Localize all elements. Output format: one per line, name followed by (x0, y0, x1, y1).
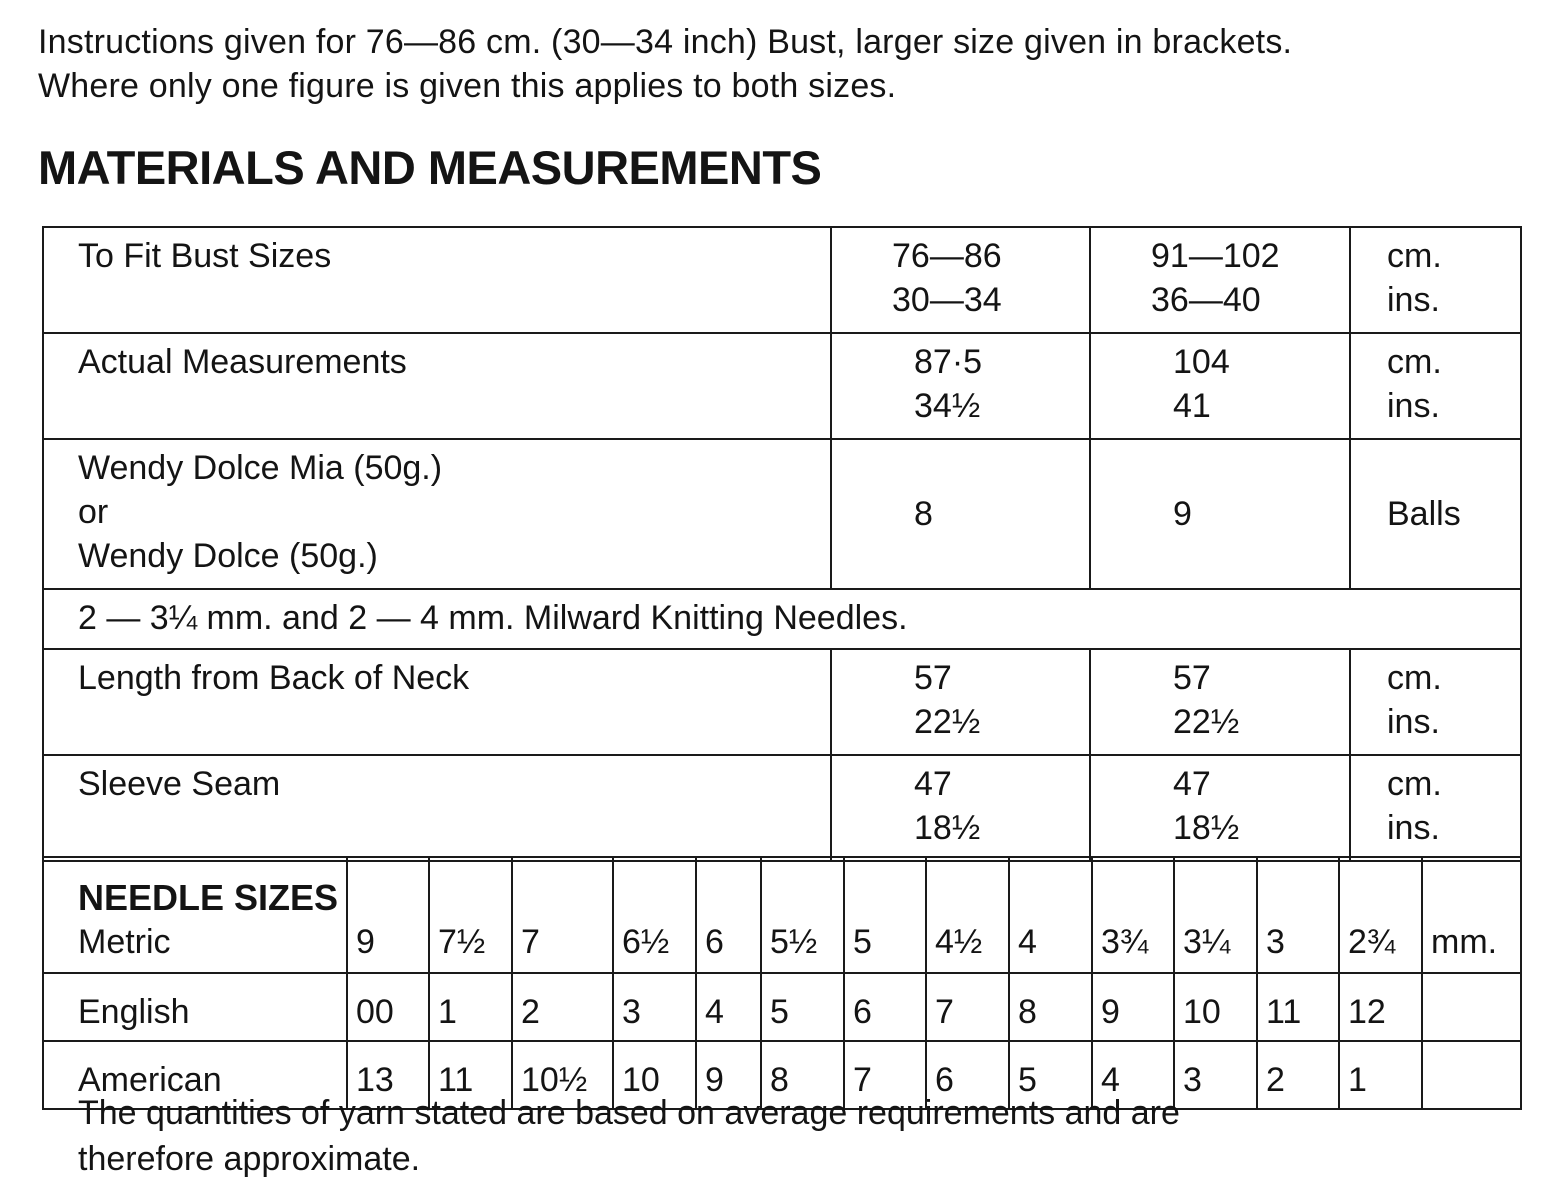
intro-line-1: Instructions given for 76—86 cm. (30—34 inch) Bust, larger size given in brackets. (38, 23, 1293, 61)
metric-label-cell (43, 857, 347, 973)
actual-large-cm: 104 (1173, 343, 1230, 381)
american-cell: 11 (429, 1041, 512, 1109)
row-sleeve (43, 755, 1521, 861)
empty-cell (1422, 973, 1521, 1041)
american-cell: 5 (1009, 1041, 1092, 1109)
sleeve-units (1350, 755, 1521, 861)
footnote-line-2: therefore approximate. (78, 1140, 421, 1178)
bust-small-cm: 76—86 (892, 237, 1002, 275)
unit-ins: ins. (1387, 809, 1440, 847)
actual-large-ins: 41 (1173, 387, 1211, 425)
row-bust-sizes (43, 227, 1521, 333)
american-cell: 6 (926, 1041, 1009, 1109)
needles-text: 2 — 3¼ mm. and 2 — 4 mm. Milward Knitting Needles. (43, 589, 1521, 649)
sleeve-small (831, 755, 1090, 861)
bust-large-cm: 91—102 (1151, 237, 1280, 275)
american-cell: 4 (1092, 1041, 1174, 1109)
metric-cell: 4 (1009, 857, 1092, 973)
needle-sizes-table (42, 856, 1522, 1110)
yarn-label (43, 439, 831, 589)
yarn-name-1: Wendy Dolce Mia (50g.) (78, 449, 443, 487)
english-cell: 12 (1339, 973, 1422, 1041)
american-cell: 3 (1174, 1041, 1257, 1109)
intro-line-2: Where only one figure is given this applies to both sizes. (38, 67, 897, 105)
bust-small (831, 227, 1090, 333)
yarn-small: 8 (831, 439, 1090, 589)
american-cell: 2 (1257, 1041, 1339, 1109)
bust-large-ins: 36—40 (1151, 281, 1261, 319)
row-needles (43, 589, 1521, 649)
yarn-or: or (78, 493, 109, 531)
american-label: American (43, 1041, 347, 1109)
english-label: English (43, 973, 347, 1041)
american-cell: 1 (1339, 1041, 1422, 1109)
metric-cell: 3 (1257, 857, 1339, 973)
metric-cell: 3¾ (1092, 857, 1174, 973)
length-large-ins: 22½ (1173, 703, 1240, 741)
actual-large (1090, 333, 1350, 439)
actual-label: Actual Measurements (43, 333, 831, 439)
unit-cm: cm. (1387, 237, 1442, 275)
footnote (78, 1090, 1498, 1182)
metric-cell: 5½ (761, 857, 844, 973)
metric-cell: 3¼ (1174, 857, 1257, 973)
sleeve-label: Sleeve Seam (43, 755, 831, 861)
metric-label: Metric (78, 923, 171, 961)
sleeve-large-ins: 18½ (1173, 809, 1240, 847)
english-cell: 10 (1174, 973, 1257, 1041)
row-yarn (43, 439, 1521, 589)
sleeve-large-cm: 47 (1173, 765, 1211, 803)
length-small (831, 649, 1090, 755)
english-cell: 5 (761, 973, 844, 1041)
intro-text (38, 20, 1518, 108)
english-cell: 1 (429, 973, 512, 1041)
yarn-large: 9 (1090, 439, 1350, 589)
metric-cell: 2¾ (1339, 857, 1422, 973)
english-cell: 9 (1092, 973, 1174, 1041)
sleeve-large (1090, 755, 1350, 861)
needle-sizes-title: NEEDLE SIZES (78, 877, 339, 918)
american-cell: 10 (613, 1041, 696, 1109)
english-cell: 2 (512, 973, 613, 1041)
actual-small-ins: 34½ (914, 387, 981, 425)
english-cell: 6 (844, 973, 926, 1041)
american-cell: 9 (696, 1041, 761, 1109)
american-cell: 13 (347, 1041, 429, 1109)
length-large (1090, 649, 1350, 755)
unit-ins: ins. (1387, 703, 1440, 741)
footnote-line-1: The quantities of yarn stated are based on average requirements and are (78, 1094, 1180, 1132)
metric-unit: mm. (1422, 857, 1521, 973)
length-large-cm: 57 (1173, 659, 1211, 697)
metric-cell: 5 (844, 857, 926, 973)
sleeve-small-ins: 18½ (914, 809, 981, 847)
length-label: Length from Back of Neck (43, 649, 831, 755)
length-units (1350, 649, 1521, 755)
yarn-units: Balls (1350, 439, 1521, 589)
metric-cell: 7½ (429, 857, 512, 973)
metric-cell: 7 (512, 857, 613, 973)
bust-small-ins: 30—34 (892, 281, 1002, 319)
american-cell: 8 (761, 1041, 844, 1109)
unit-cm: cm. (1387, 343, 1442, 381)
section-heading: MATERIALS AND MEASUREMENTS (38, 141, 822, 194)
unit-cm: cm. (1387, 765, 1442, 803)
row-length (43, 649, 1521, 755)
row-english (43, 973, 1521, 1041)
english-cell: 8 (1009, 973, 1092, 1041)
bust-units (1350, 227, 1521, 333)
metric-cell: 4½ (926, 857, 1009, 973)
unit-ins: ins. (1387, 387, 1440, 425)
american-cell: 10½ (512, 1041, 613, 1109)
metric-cell: 6½ (613, 857, 696, 973)
sleeve-small-cm: 47 (914, 765, 952, 803)
unit-ins: ins. (1387, 281, 1440, 319)
metric-cell: 9 (347, 857, 429, 973)
english-cell: 00 (347, 973, 429, 1041)
english-cell: 7 (926, 973, 1009, 1041)
english-cell: 3 (613, 973, 696, 1041)
row-metric (43, 857, 1521, 973)
metric-cell: 6 (696, 857, 761, 973)
english-cell: 4 (696, 973, 761, 1041)
bust-large (1090, 227, 1350, 333)
actual-small-cm: 87·5 (914, 343, 983, 381)
yarn-name-2: Wendy Dolce (50g.) (78, 537, 378, 575)
row-actual-measurements (43, 333, 1521, 439)
american-cell: 7 (844, 1041, 926, 1109)
materials-table (42, 226, 1522, 862)
english-cell: 11 (1257, 973, 1339, 1041)
actual-units (1350, 333, 1521, 439)
length-small-ins: 22½ (914, 703, 981, 741)
length-small-cm: 57 (914, 659, 952, 697)
actual-small (831, 333, 1090, 439)
bust-label: To Fit Bust Sizes (43, 227, 831, 333)
unit-cm: cm. (1387, 659, 1442, 697)
